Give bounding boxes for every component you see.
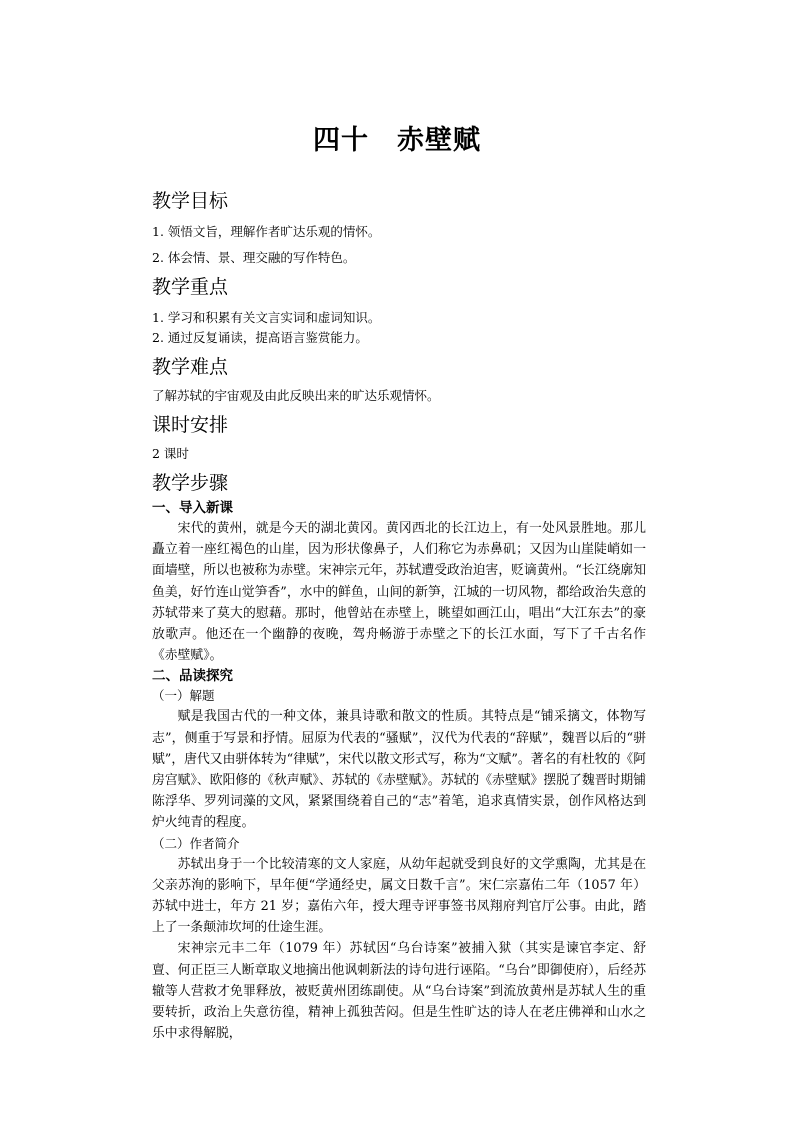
objective-item-1: 1. 领悟文旨，理解作者旷达乐观的情怀。 <box>152 224 381 239</box>
objective-item-2: 2. 体会情、景、理交融的写作特色。 <box>152 250 356 265</box>
part1-paragraph: 宋代的黄州，就是今天的湖北黄冈。黄冈西北的长江边上，有一处风景胜地。那儿矗立着一座红褐色的山崖，因为形状像鼻子，人们称它为赤鼻矶；又因为山崖陡峭如一面墙壁，所以也被称为赤壁。宋神宗元年，苏轼遭受政治迫害，贬谪黄州。“长江绕廓知鱼美，好竹连山觉笋香”，水中的鲜鱼，山间的新笋，江城的一切风物，都给政治失意的苏轼带来了莫大的慰藉。那时，他曾站在赤壁上，眺望如画江山，唱出“大江东去”的豪放歌声。他还在一个幽静的夜晚，驾舟畅游于赤壁之下的长江水面，写下了千古名作《赤壁赋》。 <box>152 521 646 664</box>
page-title <box>0 118 794 157</box>
key-points-heading: 教学重点 <box>152 276 229 298</box>
part2-heading: 二、品读探究 <box>152 668 233 685</box>
key-point-item-1: 1. 学习和积累有关文言实词和虚词知识。 <box>152 310 381 325</box>
difficulties-text: 了解苏轼的宇宙观及由此反映出来的旷达乐观情怀。 <box>152 388 440 403</box>
difficulties-heading: 教学难点 <box>152 356 229 378</box>
part1-heading: 一、导入新课 <box>152 500 233 516</box>
key-point-item-2: 2. 通过反复诵读，提高语言鉴赏能力。 <box>152 330 368 345</box>
part2-sub2-paragraph-2: 宋神宗元丰二年（1079 年）苏轼因“乌台诗案”被捕入狱（其实是谏官李定、舒亶、何正臣三人断章取义地摘出他讽刺新法的诗句进行诬陷。“乌台”即御使府），后经苏辙等人营救才免罪释放，被贬黄州团练副使。从“乌台诗案”到流放黄州是苏轼人生的重要转折，政治上失意彷徨，精神上孤独苦闷。但是生性旷达的诗人在老庄佛禅和山水之乐中求得解脱， <box>152 941 646 1042</box>
part2-sub1-paragraph: 赋是我国古代的一种文体，兼具诗歌和散文的性质。其特点是“铺采摛文，体物写志”，侧重于写景和抒情。屈原为代表的“骚赋”，汉代为代表的“辞赋”，魏晋以后的“骈赋”，唐代又由骈体转为“律赋”，宋代以散文形式写，称为“文赋”。著名的有杜牧的《阿房宫赋》、欧阳修的《秋声赋》、苏轼的《赤壁赋》。苏轼的《赤壁赋》摆脱了魏晋时期铺陈浮华、罗列词藻的文风，紧紧围绕着自己的“志”着笔，追求真情实景，创作风格达到炉火纯青的程度。 <box>152 709 646 831</box>
schedule-text: 2 课时 <box>152 446 189 461</box>
part2-sub2-paragraph-1: 苏轼出身于一个比较清寒的文人家庭，从幼年起就受到良好的文学熏陶，尤其是在父亲苏洵的影响下，早年便“学通经史，属文日数千言”。宋仁宗嘉佑二年（1057 年）苏轼中进士，年方 21 岁；嘉佑六年，授大理寺评事签书凤翔府判官厅公事。由此，踏上了一条颠沛坎坷的仕途生涯。 <box>152 856 646 936</box>
steps-heading: 教学步骤 <box>152 472 229 494</box>
title-name: 赤壁赋 <box>397 125 481 156</box>
part2-sub1-heading: （一）解题 <box>152 688 215 704</box>
objectives-heading: 教学目标 <box>152 190 229 212</box>
part2-sub2-heading: （二）作者简介 <box>152 835 240 851</box>
document-body <box>152 186 646 1044</box>
title-number: 四十 <box>313 125 369 156</box>
schedule-heading: 课时安排 <box>152 414 229 436</box>
